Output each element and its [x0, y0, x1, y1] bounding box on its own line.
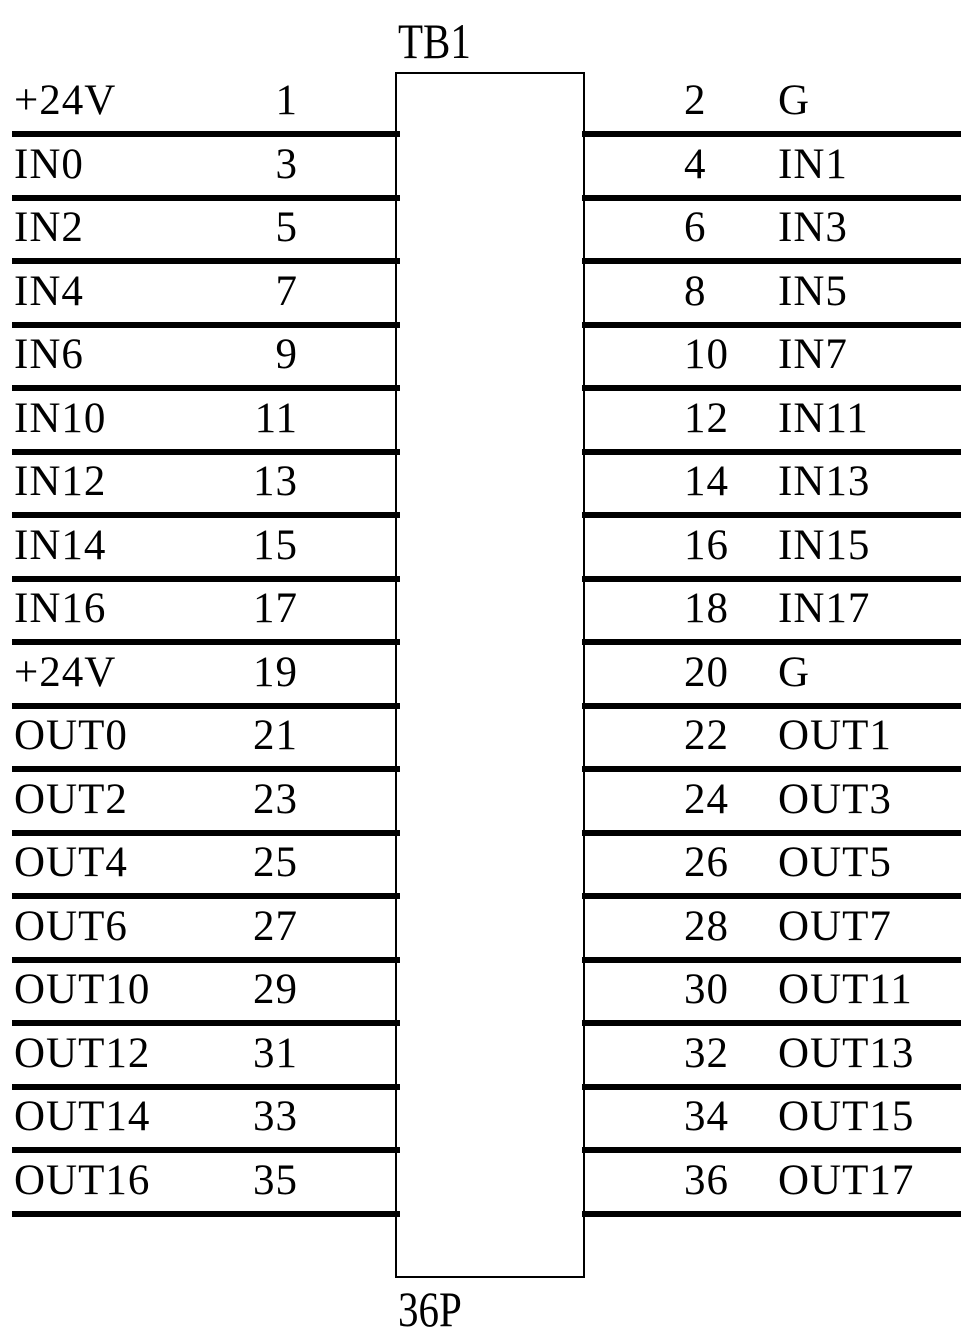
left-pin-number: 1 — [275, 77, 298, 124]
left-pin-line — [12, 893, 400, 899]
left-pin-line — [12, 195, 400, 201]
right-pin-number: 10 — [684, 331, 729, 378]
right-pin-number: 30 — [684, 966, 729, 1013]
right-pin-number: 34 — [684, 1093, 729, 1140]
left-pin-line — [12, 703, 400, 709]
right-pin-line — [582, 766, 961, 772]
right-signal-label: OUT7 — [778, 903, 892, 950]
left-signal-label: IN4 — [14, 268, 84, 315]
left-pin-number: 35 — [253, 1157, 298, 1204]
left-pin-line — [12, 766, 400, 772]
right-pin-number: 36 — [684, 1157, 729, 1204]
right-pin-line — [582, 703, 961, 709]
left-signal-label: IN12 — [14, 458, 107, 505]
left-signal-label: OUT6 — [14, 903, 128, 950]
left-pin-line — [12, 1084, 400, 1090]
left-signal-label: IN6 — [14, 331, 84, 378]
left-pin-number: 31 — [253, 1030, 298, 1077]
right-pin-line — [582, 576, 961, 582]
left-pin-number: 25 — [253, 839, 298, 886]
left-signal-label: OUT14 — [14, 1093, 151, 1140]
left-pin-line — [12, 449, 400, 455]
right-pin-number: 6 — [684, 204, 707, 251]
left-signal-label: OUT0 — [14, 712, 128, 759]
right-pin-line — [582, 1211, 961, 1217]
left-pin-number: 19 — [253, 649, 298, 696]
right-pin-number: 32 — [684, 1030, 729, 1077]
right-pin-number: 2 — [684, 77, 707, 124]
left-signal-label: +24V — [14, 77, 117, 124]
left-pin-number: 17 — [253, 585, 298, 632]
right-pin-number: 18 — [684, 585, 729, 632]
right-signal-label: OUT15 — [778, 1093, 915, 1140]
right-signal-label: OUT11 — [778, 966, 913, 1013]
left-signal-label: +24V — [14, 649, 117, 696]
left-signal-label: IN2 — [14, 204, 84, 251]
right-pin-number: 14 — [684, 458, 729, 505]
right-signal-label: G — [778, 649, 811, 696]
right-pin-line — [582, 1147, 961, 1153]
right-signal-label: IN15 — [778, 522, 871, 569]
right-signal-label: IN13 — [778, 458, 871, 505]
right-pin-line — [582, 385, 961, 391]
right-signal-label: OUT1 — [778, 712, 892, 759]
right-signal-label: G — [778, 77, 811, 124]
left-signal-label: IN10 — [14, 395, 107, 442]
right-pin-number: 28 — [684, 903, 729, 950]
right-pin-line — [582, 258, 961, 264]
right-signal-label: IN3 — [778, 204, 848, 251]
left-pin-number: 11 — [254, 395, 298, 442]
right-pin-number: 24 — [684, 776, 729, 823]
left-pin-line — [12, 131, 400, 137]
left-pin-line — [12, 639, 400, 645]
left-pin-line — [12, 1211, 400, 1217]
left-pin-line — [12, 322, 400, 328]
right-pin-line — [582, 639, 961, 645]
left-pin-line — [12, 258, 400, 264]
right-pin-line — [582, 893, 961, 899]
right-signal-label: OUT13 — [778, 1030, 915, 1077]
right-signal-label: OUT5 — [778, 839, 892, 886]
right-signal-label: IN5 — [778, 268, 848, 315]
left-signal-label: OUT16 — [14, 1157, 151, 1204]
right-pin-number: 26 — [684, 839, 729, 886]
left-pin-number: 15 — [253, 522, 298, 569]
left-pin-number: 21 — [253, 712, 298, 759]
left-pin-line — [12, 1020, 400, 1026]
left-signal-label: OUT2 — [14, 776, 128, 823]
right-signal-label: IN17 — [778, 585, 871, 632]
connector-package-label: 36P — [398, 1281, 462, 1337]
left-pin-number: 7 — [275, 268, 298, 315]
right-pin-number: 8 — [684, 268, 707, 315]
left-pin-line — [12, 512, 400, 518]
left-signal-label: IN0 — [14, 141, 84, 188]
left-pin-line — [12, 830, 400, 836]
right-signal-label: IN1 — [778, 141, 848, 188]
right-pin-line — [582, 131, 961, 137]
connector-reference-label: TB1 — [398, 13, 471, 69]
left-signal-label: OUT12 — [14, 1030, 151, 1077]
right-signal-label: IN11 — [778, 395, 869, 442]
connector-body — [395, 72, 585, 1278]
right-signal-label: OUT3 — [778, 776, 892, 823]
left-pin-number: 5 — [275, 204, 298, 251]
right-pin-number: 22 — [684, 712, 729, 759]
left-pin-number: 23 — [253, 776, 298, 823]
left-pin-number: 9 — [275, 331, 298, 378]
right-pin-line — [582, 512, 961, 518]
left-pin-line — [12, 1147, 400, 1153]
left-signal-label: IN14 — [14, 522, 107, 569]
right-pin-number: 16 — [684, 522, 729, 569]
left-signal-label: IN16 — [14, 585, 107, 632]
right-signal-label: IN7 — [778, 331, 848, 378]
left-signal-label: OUT10 — [14, 966, 151, 1013]
left-pin-line — [12, 576, 400, 582]
right-pin-line — [582, 449, 961, 455]
right-pin-number: 4 — [684, 141, 707, 188]
right-pin-line — [582, 195, 961, 201]
right-pin-line — [582, 830, 961, 836]
left-pin-line — [12, 385, 400, 391]
right-pin-number: 12 — [684, 395, 729, 442]
left-pin-number: 13 — [253, 458, 298, 505]
right-pin-line — [582, 1020, 961, 1026]
right-pin-number: 20 — [684, 649, 729, 696]
right-pin-line — [582, 322, 961, 328]
left-pin-line — [12, 957, 400, 963]
left-pin-number: 27 — [253, 903, 298, 950]
right-signal-label: OUT17 — [778, 1157, 915, 1204]
left-pin-number: 3 — [275, 141, 298, 188]
right-pin-line — [582, 1084, 961, 1090]
left-pin-number: 33 — [253, 1093, 298, 1140]
left-pin-number: 29 — [253, 966, 298, 1013]
right-pin-line — [582, 957, 961, 963]
left-signal-label: OUT4 — [14, 839, 128, 886]
